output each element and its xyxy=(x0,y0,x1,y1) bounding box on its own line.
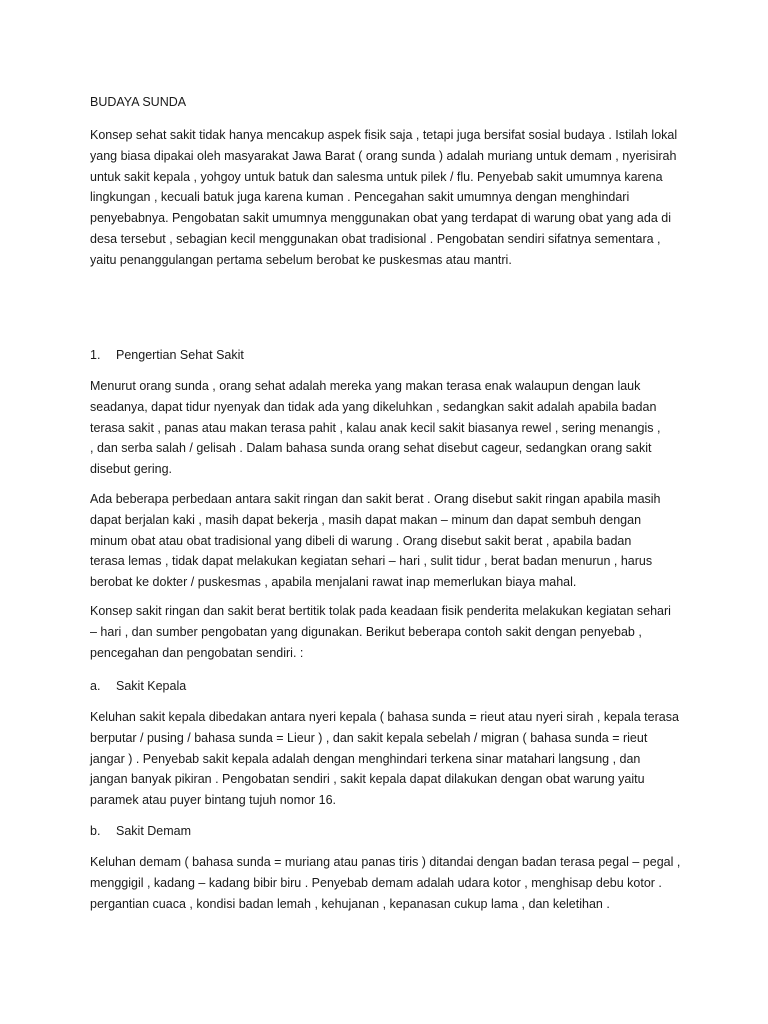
paragraph-line: menggigil , kadang – kadang bibir biru . Penyebab demam adalah udara kotor , menghisap debu kotor . xyxy=(90,875,662,890)
subsection-b-title: Sakit Demam xyxy=(116,824,192,838)
intro-paragraph xyxy=(90,125,680,271)
paragraph-line: berobat ke dokter / puskesmas , apabila menjalani rawat inap memerlukan biaya mahal. xyxy=(90,575,577,590)
section-1-paragraph-2 xyxy=(90,489,680,593)
paragraph-line: dapat berjalan kaki , masih dapat bekerja , masih dapat makan – minum dan dapat sembuh dengan xyxy=(90,512,642,527)
document-page xyxy=(90,0,680,1024)
section-1-title: Pengertian Sehat Sakit xyxy=(116,348,244,362)
paragraph-line: – hari , dan sumber pengobatan yang digunakan. Berikut beberapa contoh sakit dengan penyebab , xyxy=(90,624,642,639)
paragraph-line: Keluhan demam ( bahasa sunda = muriang atau panas tiris ) ditandai dengan badan terasa pegal – pegal , xyxy=(90,855,681,869)
paragraph-line: Keluhan sakit kepala dibedakan antara nyeri kepala ( bahasa sunda = rieut atau nyeri sirah , kepala terasa xyxy=(90,710,679,724)
paragraph-line: , dan serba salah / gelisah . Dalam bahasa sunda orang sehat disebut cageur, sedangkan orang sakit xyxy=(90,441,652,456)
intro-line: untuk sakit kepala , yohgoy untuk batuk dan salesma untuk pilek / flu. Penyebab sakit umumnya karena xyxy=(90,169,663,184)
paragraph-line: seadanya, dapat tidur nyenyak dan tidak ada yang dikeluhkan , sedangkan sakit adalah apabila badan xyxy=(90,399,657,414)
intro-line: lingkungan , kecuali batuk juga karena kuman . Pencegahan sakit umumnya dengan menghindari xyxy=(90,190,630,205)
paragraph-line: Menurut orang sunda , orang sehat adalah mereka yang makan terasa enak walaupun dengan lauk xyxy=(90,379,641,393)
paragraph-line: minum obat atau obat tradisional yang dibeli di warung . Orang disebut sakit berat , apabila badan xyxy=(90,533,632,548)
paragraph-line: jangan banyak pikiran . Pengobatan sendiri , sakit kepala dapat dilakukan dengan obat warung yaitu xyxy=(90,772,645,787)
section-1-paragraph-3 xyxy=(90,601,680,663)
paragraph-line: jangar ) . Penyebab sakit kepala adalah dengan menghindari terkena sinar matahari langsung , dan xyxy=(90,751,641,766)
paragraph-line: pencegahan dan pengobatan sendiri. : xyxy=(90,645,304,660)
paragraph-line: terasa lemas , tidak dapat melakukan kegiatan sehari – hari , sulit tidur , berat badan menurun , harus xyxy=(90,554,653,569)
paragraph-line: berputar / pusing / bahasa sunda = Lieur ) , dan sakit kepala sebelah / migran ( bahasa sunda = rieut xyxy=(90,730,648,745)
intro-line: desa tersebut , sebagian kecil menggunakan obat tradisional . Pengobatan sendiri sifatnya sementara , xyxy=(90,231,661,246)
paragraph-line: Ada beberapa perbedaan antara sakit ringan dan sakit berat . Orang disebut sakit ringan apabila masih xyxy=(90,492,661,506)
subsection-b-paragraph xyxy=(90,852,680,914)
subsection-a-heading xyxy=(90,677,186,695)
intro-line: penyebabnya. Pengobatan sakit umumnya menggunakan obat yang terdapat di warung obat yang ada di xyxy=(90,211,671,226)
subsection-a-paragraph xyxy=(90,707,680,811)
paragraph-line: disebut gering. xyxy=(90,462,173,477)
paragraph-line: Konsep sakit ringan dan sakit berat bertitik tolak pada keadaan fisik penderita melakukan kegiatan sehari xyxy=(90,604,671,618)
intro-line: yang biasa dipakai oleh masyarakat Jawa Barat ( orang sunda ) adalah muriang untuk demam , nyerisirah xyxy=(90,148,677,163)
intro-line: yaitu penanggulangan pertama sebelum berobat ke puskesmas atau mantri. xyxy=(90,252,512,267)
intro-line: Konsep sehat sakit tidak hanya mencakup aspek fisik saja , tetapi juga bersifat sosial budaya . Istilah lokal xyxy=(90,128,678,142)
subsection-a-title: Sakit Kepala xyxy=(116,679,187,693)
section-1-heading xyxy=(90,346,244,364)
section-1-paragraph-1 xyxy=(90,376,680,480)
section-1-number: 1. xyxy=(90,348,101,362)
subsection-b-number: b. xyxy=(90,824,101,838)
subsection-a-number: a. xyxy=(90,679,101,693)
paragraph-line: paramek atau puyer bintang tujuh nomor 16. xyxy=(90,793,336,808)
paragraph-line: pergantian cuaca , kondisi badan lemah , kehujanan , kepanasan cukup lama , dan keletihan . xyxy=(90,896,610,911)
paragraph-line: terasa sakit , panas atau makan terasa pahit , kalau anak kecil sakit biasanya rewel , sering menangis , xyxy=(90,420,661,435)
subsection-b-heading xyxy=(90,822,191,840)
document-title: BUDAYA SUNDA xyxy=(90,95,187,109)
